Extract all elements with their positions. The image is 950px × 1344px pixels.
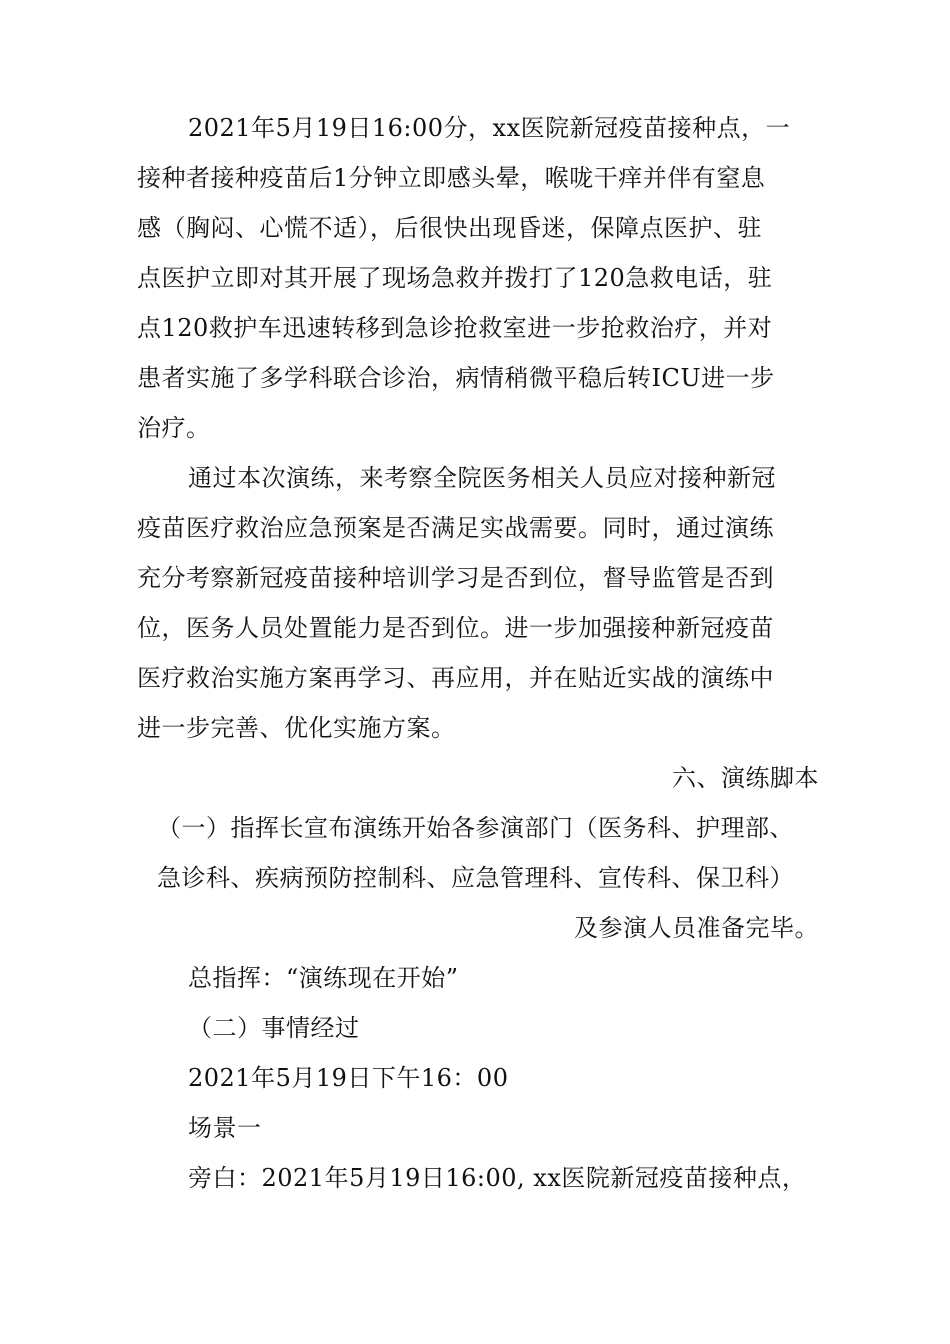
paragraph-1-line-4: 点医护立即对其开展了现场急救并拨打了120急救电话，驻 <box>137 264 773 292</box>
event-time: 2021年5月19日下午16：00 <box>188 1064 509 1092</box>
paragraph-1-line-6: 患者实施了多学科联合诊治，病情稍微平稳后转ICU进一步 <box>137 364 775 392</box>
paragraph-3-line-2: 急诊科、疾病预防控制科、应急管理科、宣传科、保卫科） <box>157 864 794 892</box>
paragraph-2-line-4: 位，医务人员处置能力是否到位。进一步加强接种新冠疫苗 <box>137 614 774 642</box>
paragraph-1-line-2: 接种者接种疫苗后1分钟立即感头晕，喉咙干痒并伴有窒息 <box>137 164 766 192</box>
paragraph-1-line-5: 点120救护车迅速转移到急诊抢救室进一步抢救治疗，并对 <box>137 314 773 342</box>
paragraph-1-line-1: 2021年5月19日16:00分，xx医院新冠疫苗接种点，一 <box>188 114 791 142</box>
paragraph-3-line-3: 及参演人员准备完毕。 <box>574 914 819 942</box>
scene-title: 场景一 <box>188 1114 262 1142</box>
paragraph-3-line-1: （一）指挥长宣布演练开始各参演部门（医务科、护理部、 <box>157 814 794 842</box>
paragraph-2-line-1: 通过本次演练，来考察全院医务相关人员应对接种新冠 <box>188 464 776 492</box>
subsection-heading: （二）事情经过 <box>188 1014 360 1042</box>
paragraph-2-line-6: 进一步完善、优化实施方案。 <box>137 714 456 742</box>
section-heading: 六、演练脚本 <box>672 764 819 792</box>
narration-line: 旁白：2021年5月19日16:00, xx医院新冠疫苗接种点， <box>188 1164 807 1192</box>
paragraph-2-line-5: 医疗救治实施方案再学习、再应用，并在贴近实战的演练中 <box>137 664 774 692</box>
paragraph-2-line-2: 疫苗医疗救治应急预案是否满足实战需要。同时，通过演练 <box>137 514 774 542</box>
paragraph-1-line-3: 感（胸闷、心慌不适），后很快出现昏迷，保障点医护、驻 <box>137 214 762 242</box>
paragraph-2-line-3: 充分考察新冠疫苗接种培训学习是否到位，督导监管是否到 <box>137 564 774 592</box>
paragraph-1-line-7: 治疗。 <box>137 414 211 442</box>
commander-line: 总指挥：“演练现在开始” <box>188 964 459 992</box>
